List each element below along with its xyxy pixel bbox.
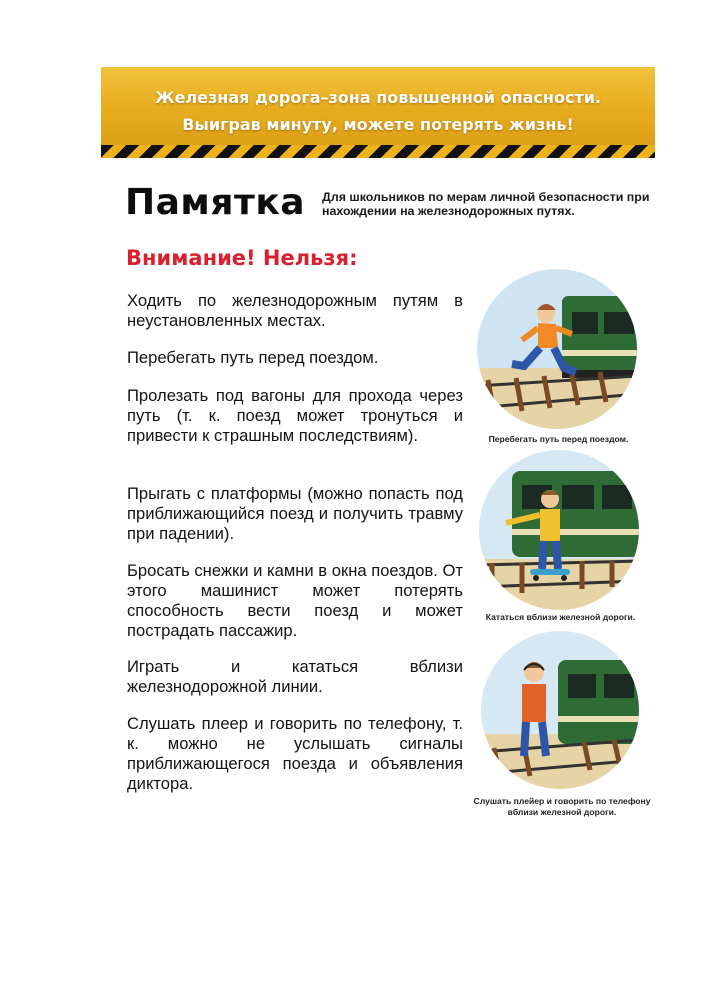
hazard-stripe bbox=[101, 145, 655, 158]
page-title: Памятка bbox=[125, 182, 306, 223]
rule-item: Слушать плеер и говорить по телефону, т. к. можно не услышать сигналы приближающегося поезда и объявления диктора. bbox=[127, 714, 463, 793]
banner-line-2: Выиграв минуту, можете потерять жизнь! bbox=[182, 115, 574, 134]
illustration-caption: Кататься вблизи железной дороги. bbox=[485, 612, 636, 622]
banner-line-1: Железная дорога–зона повышенной опасности. bbox=[154, 88, 601, 107]
rule-item: Бросать снежки и камни в окна поездов. От этого машинист может потерять способность вести поезд и может пострадать пассажир. bbox=[127, 561, 463, 640]
rule-item: Пролезать под вагоны для прохода через путь (т. к. поезд может тронуться и привести к страшным последствиям). bbox=[127, 386, 463, 445]
rule-item: Ходить по железнодорожным путям в неустановленных местах. bbox=[127, 291, 463, 330]
illustration-caption-line: Слушать плейер и говорить по телефону bbox=[473, 796, 651, 806]
illustration-caption-line: вблизи железной дороги. bbox=[507, 807, 617, 817]
page-subtitle: Для школьников по мерам личной безопасности при нахождении на железнодорожных путях. bbox=[322, 190, 650, 218]
warning-banner bbox=[101, 67, 655, 145]
warning-heading: Внимание! Нельзя: bbox=[126, 246, 358, 270]
running-boy-train-illustration bbox=[476, 268, 638, 430]
illustration-caption: Перебегать путь перед поездом. bbox=[488, 434, 629, 444]
skateboard-boy-train-illustration bbox=[478, 449, 640, 611]
rule-item: Играть и кататься вблизи железнодорожной линии. bbox=[127, 657, 463, 696]
player-boy-train-illustration bbox=[480, 630, 640, 790]
rule-item: Прыгать с платформы (можно попасть под приближающийся поезд и получить травму при падении). bbox=[127, 484, 463, 543]
rule-item: Перебегать путь перед поездом. bbox=[127, 348, 379, 367]
